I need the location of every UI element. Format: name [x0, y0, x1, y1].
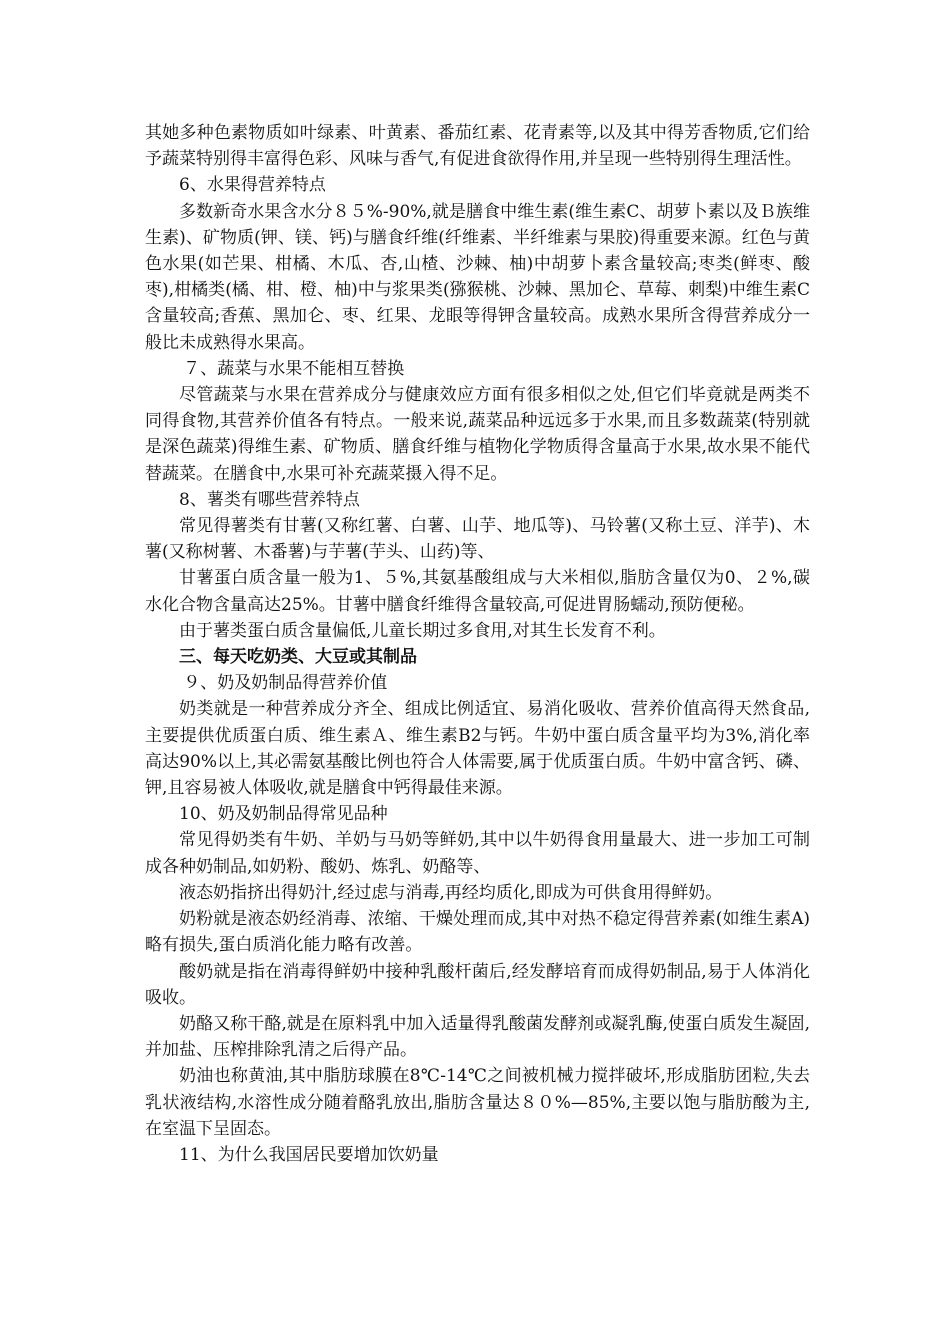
paragraph-yogurt: 酸奶就是指在消毒得鲜奶中接种乳酸杆菌后,经发酵培育而成得奶制品,易于人体消化吸收。	[145, 961, 810, 1008]
heading-dairy-value: ９、奶及奶制品得营养价值	[183, 673, 388, 694]
heading-fruit-nutrition: 6、水果得营养特点	[179, 175, 326, 196]
section-heading-dairy-soy: 三、每天吃奶类、大豆或其制品	[179, 647, 417, 668]
heading-tuber-nutrition: 8、薯类有哪些营养特点	[179, 489, 360, 510]
heading-dairy-varieties: 10、奶及奶制品得常见品种	[179, 804, 388, 825]
heading-increase-milk: 11、为什么我国居民要增加饮奶量	[179, 1144, 439, 1165]
paragraph-dairy-varieties: 常见得奶类有牛奶、羊奶与马奶等鲜奶,其中以牛奶得食用量最大、进一步加工可制成各种奶制品,如奶粉、酸奶、炼乳、奶酪等、	[145, 830, 810, 877]
paragraph-butter: 奶油也称黄油,其中脂肪球膜在8℃-14℃之间被机械力搅拌破坏,形成脂肪团粒,失去乳状液结构,水溶性成分随着酪乳放出,脂肪含量达８０%—85%,主要以饱与脂肪酸为主,在室温下呈固态。	[145, 1066, 810, 1139]
paragraph-milk-powder: 奶粉就是液态奶经消毒、浓缩、干燥处理而成,其中对热不稳定得营养素(如维生素A)略有损失,蛋白质消化能力略有改善。	[145, 909, 810, 956]
paragraph-liquid-milk: 液态奶指挤出得奶汁,经过虑与消毒,再经均质化,即成为可供食用得鲜奶。	[179, 882, 723, 903]
document-page	[145, 120, 810, 1168]
paragraph-common-tubers: 常见得薯类有甘薯(又称红薯、白薯、山芋、地瓜等)、马铃薯(又称土豆、洋芋)、木薯(又称树薯、木番薯)与芋薯(芋头、山药)等、	[145, 516, 810, 563]
paragraph-sweet-potato: 甘薯蛋白质含量一般为1、５%,其氨基酸组成与大米相似,脂肪含量仅为0、２%,碳水化合物含量高达25%。甘薯中膳食纤维得含量较高,可促进胃肠蠕动,预防便秘。	[145, 568, 810, 615]
paragraph-dairy-value: 奶类就是一种营养成分齐全、组成比例适宜、易消化吸收、营养价值高得天然食品,主要提供优质蛋白质、维生素Ａ、维生素B2与钙。牛奶中蛋白质含量平均为3%,消化率高达90%以上,其必需氨基酸比例也符合人体需要,属于优质蛋白质。牛奶中富含钙、磷、钾,且容易被人体吸收,就是膳食中钙得最佳来源。	[145, 699, 810, 799]
paragraph-veg-fruit-difference: 尽管蔬菜与水果在营养成分与健康效应方面有很多相似之处,但它们毕竟就是两类不同得食物,其营养价值各有特点。一般来说,蔬菜品种远远多于水果,而且多数蔬菜(特别就是深色蔬菜)得维生素、矿物质、膳食纤维与植物化学物质得含量高于水果,故水果不能代替蔬菜。在膳食中,水果可补充蔬菜摄入得不足。	[145, 385, 810, 484]
paragraph-cheese: 奶酪又称干酪,就是在原料乳中加入适量得乳酸菌发酵剂或凝乳酶,使蛋白质发生凝固,并加盐、压榨排除乳清之后得产品。	[145, 1013, 810, 1061]
paragraph-fruit-nutrition: 多数新奇水果含水分８５%-90%,就是膳食中维生素(维生素C、胡萝卜素以及Ｂ族维生素)、矿物质(钾、镁、钙)与膳食纤维(纤维素、半纤维素与果胶)得重要来源。红色与黄色水果(如芒果、柑橘、木瓜、杏,山楂、沙棘、柚)中胡萝卜素含量较高;枣类(鲜枣、酸枣),柑橘类(橘、柑、橙、柚)中与浆果类(猕猴桃、沙棘、黑加仑、草莓、刺梨)中维生素C含量较高;香蕉、黑加仑、枣、红果、龙眼等得钾含量较高。成熟水果所含得营养成分一般比未成熟得水果高。	[145, 201, 810, 353]
paragraph-pigments: 其她多种色素物质如叶绿素、叶黄素、番茄红素、花青素等,以及其中得芳香物质,它们给予蔬菜特别得丰富得色彩、风味与香气,有促进食欲得作用,并呈现一些特别得生理活性。	[145, 123, 810, 170]
paragraph-tuber-protein: 由于薯类蛋白质含量偏低,儿童长期过多食用,对其生长发育不利。	[179, 620, 666, 641]
heading-veg-fruit-not-interchangeable: ７、蔬菜与水果不能相互替换	[183, 358, 405, 379]
